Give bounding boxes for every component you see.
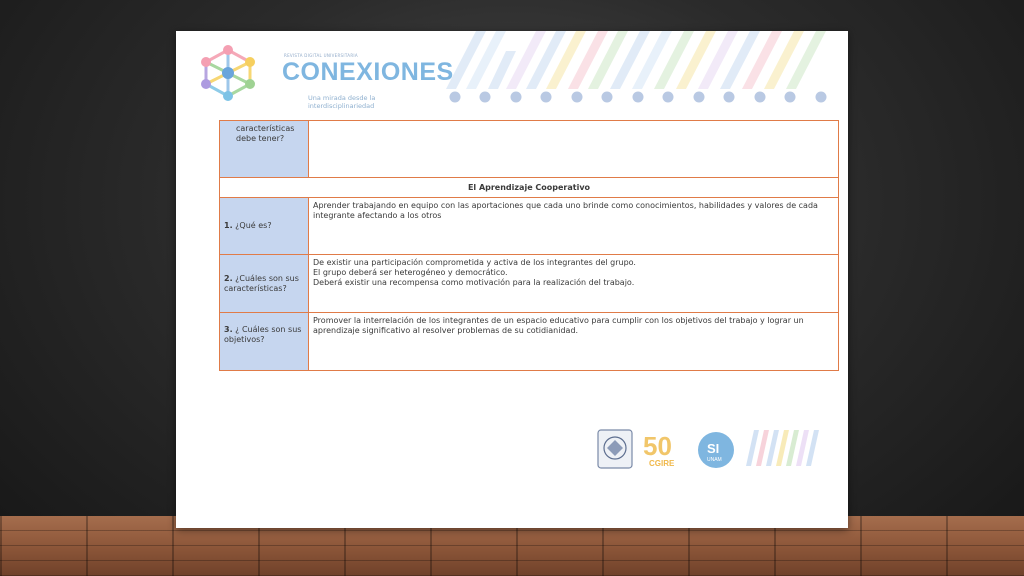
network-logo-icon: [198, 42, 258, 102]
section-row: [220, 178, 839, 198]
svg-text:UNAM: UNAM: [707, 457, 722, 463]
question-text: ¿Qué es?: [235, 221, 272, 230]
section-title: El Aprendizaje Cooperativo: [220, 178, 839, 198]
table-row: [220, 198, 839, 255]
table-row: [220, 313, 839, 371]
si-unam-logo-icon: [698, 432, 734, 468]
question-text: características debe tener?: [236, 124, 295, 143]
decorative-stripes: [446, 31, 836, 107]
question-cell: [220, 198, 309, 255]
question-number: 3.: [224, 325, 233, 334]
question-number: 1.: [224, 221, 233, 230]
answer-cell: [309, 255, 839, 313]
svg-text:CGIRE: CGIRE: [649, 459, 675, 468]
answer-cell: [309, 198, 839, 255]
answer-text: Aprender trabajando en equipo con las aportaciones que cada uno brinde como conocimientos, habilidades y valores de cada integrante afectando a los otros: [313, 201, 818, 220]
table-row: [220, 255, 839, 313]
footer-logos: [596, 426, 826, 476]
logo-subtitle: Una mirada desde la interdisciplinariedad: [308, 94, 376, 110]
logo-title: CONEXIONES: [282, 58, 454, 86]
svg-text:SI: SI: [707, 441, 720, 456]
answer-text: Deberá existir una recompensa como motivación para la realización del trabajo.: [313, 278, 635, 287]
question-cell: [220, 255, 309, 313]
answer-cell: [309, 121, 839, 178]
logo-kicker: REVISTA DIGITAL UNIVERSITARIA: [284, 53, 358, 58]
answer-text: El grupo deberá ser heterogéneo y democrático.: [313, 268, 508, 277]
svg-text:50: 50: [643, 431, 672, 461]
stripes-mini-icon: [746, 430, 819, 466]
question-text: ¿Cuáles son sus características?: [224, 273, 299, 293]
answer-text: De existir una participación comprometida y activa de los integrantes del grupo.: [313, 258, 636, 267]
table-row: [220, 121, 839, 178]
conexiones-logo: [198, 40, 454, 110]
question-cell: [220, 121, 309, 178]
slide: [176, 31, 848, 528]
cooperative-learning-table: [219, 120, 839, 371]
question-cell: [220, 313, 309, 371]
question-text: ¿ Cuáles son sus objetivos?: [224, 325, 302, 344]
answer-text: Promover la interrelación de los integrantes de un espacio educativo para cumplir con los objetivos del trabajo y lograr un aprendizaje significativo al resolver problemas de su cotidianidad.: [313, 316, 804, 335]
cgire-50-logo-icon: [643, 431, 675, 468]
question-number: 2.: [224, 273, 233, 283]
answer-cell: [309, 313, 839, 371]
unam-seal-icon: [598, 430, 632, 468]
